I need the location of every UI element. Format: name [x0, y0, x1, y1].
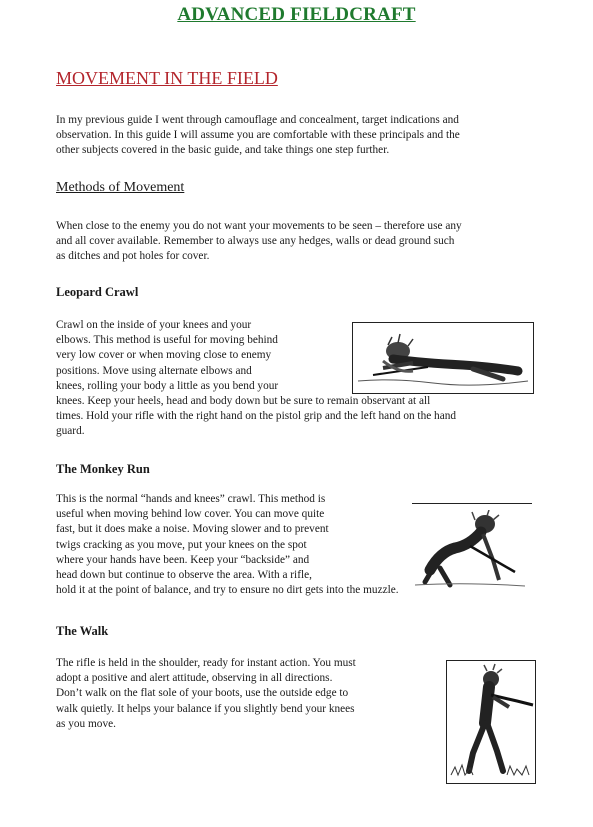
monkey-line: This is the normal “hands and knees” crawl. This method is	[56, 493, 326, 505]
walk-illustration	[446, 660, 536, 784]
monkey-run-paragraph	[56, 492, 399, 598]
walk-line: adopt a positive and alert attitude, observing in all directions.	[56, 672, 333, 685]
monkey-line: head down but continue to observe the area. With a rifle,	[56, 569, 312, 582]
leopard-crawl-illustration	[352, 322, 534, 394]
methods-heading: Methods of Movement	[56, 180, 185, 195]
intro-paragraph	[56, 113, 460, 159]
document-title: ADVANCED FIELDCRAFT	[177, 4, 416, 25]
leopard-line: very low cover or when moving close to enemy	[56, 349, 272, 362]
intro-line: other subjects covered in the basic guide, and take things one step further.	[56, 144, 390, 157]
intro-line: observation. In this guide I will assume you are comfortable with these principals and the	[56, 129, 460, 142]
methods-line: as ditches and pot holes for cover.	[56, 250, 210, 263]
monkey-line: twigs cracking as you move, put your knees on the spot	[56, 538, 307, 551]
monkey-run-illustration	[415, 510, 525, 590]
section-heading: MOVEMENT IN THE FIELD	[56, 68, 278, 88]
walk-line: walk quietly. It helps your balance if you slightly bend your knees	[56, 702, 355, 715]
leopard-line: Crawl on the inside of your knees and your	[56, 319, 252, 331]
monkey-line: hold it at the point of balance, and try to ensure no dirt gets into the muzzle.	[56, 584, 399, 597]
walk-paragraph	[56, 656, 356, 732]
leopard-line: positions. Move using alternate elbows and	[56, 364, 252, 377]
intro-line: In my previous guide I went through camouflage and concealment, target indications and	[56, 114, 459, 126]
methods-line: When close to the enemy you do not want your movements to be seen – therefore use any	[56, 220, 462, 232]
leopard-line: elbows. This method is useful for moving behind	[56, 334, 278, 347]
monkey-run-heading: The Monkey Run	[56, 462, 150, 476]
monkey-run-divider	[412, 503, 532, 504]
leopard-line: guard.	[56, 425, 85, 438]
methods-line: and all cover available. Remember to always use any hedges, walls or dead ground such	[56, 235, 455, 248]
leopard-crawl-heading: Leopard Crawl	[56, 285, 139, 299]
monkey-line: fast, but it does make a noise. Moving slower and to prevent	[56, 523, 329, 536]
leopard-line: times. Hold your rifle with the right hand on the pistol grip and the left hand on the hand	[56, 410, 457, 423]
leopard-line: knees. Keep your heels, head and body down but be sure to remain observant at all	[56, 395, 431, 408]
leopard-line: knees, rolling your body a little as you bend your	[56, 379, 279, 392]
methods-paragraph	[56, 219, 462, 265]
walk-line: Don’t walk on the flat sole of your boots, use the outside edge to	[56, 687, 349, 700]
walk-heading: The Walk	[56, 624, 109, 638]
walk-line: The rifle is held in the shoulder, ready for instant action. You must	[56, 657, 356, 669]
monkey-line: where your hands have been. Keep your “backside” and	[56, 553, 310, 566]
monkey-line: useful when moving behind low cover. You can move quite	[56, 508, 325, 521]
walk-line: as you move.	[56, 717, 116, 730]
